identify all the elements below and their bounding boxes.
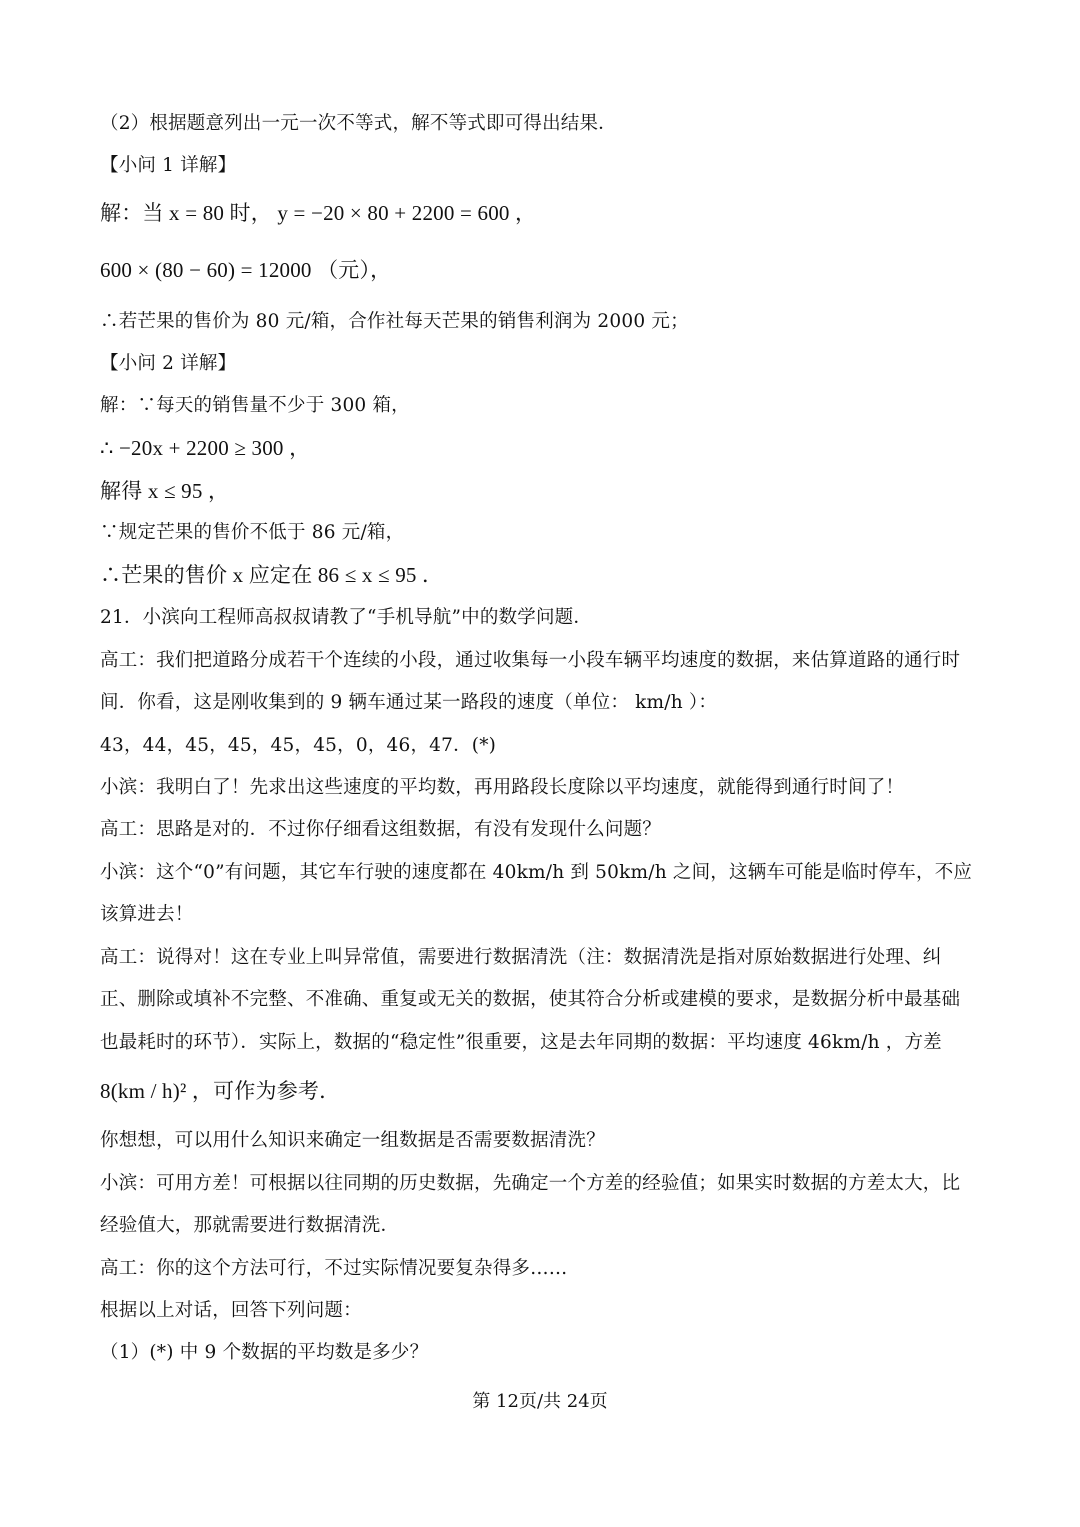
question-heading: 21．小滨向工程师高叔叔请教了“手机导航”中的数学问题． [100, 607, 593, 628]
math-line: 8(km / h)² ，可作为参考． [100, 1079, 341, 1103]
text-line: （2）根据题意列出一元一次不等式，解不等式即可得出结果． [100, 113, 617, 134]
text-line: 小滨：这个“0”有问题，其它车行驶的速度都在 40km/h 到 50km/h 之间，这辆车可能是临时停车，不应 [100, 862, 973, 883]
text-line: 高工：你的这个方法可行，不过实际情况要复杂得多…… [100, 1258, 568, 1279]
text-line: 该算进去！ [100, 904, 194, 925]
text-line: 解：∵每天的销售量不少于 300 箱， [100, 395, 410, 416]
data-line: 43，44，45，45，45，45，0，46，47．(*) [100, 735, 497, 756]
math-line: ∴芒果的售价 x 应定在 86 ≤ x ≤ 95 ． [100, 563, 444, 587]
text-line: 你想想，可以用什么知识来确定一组数据是否需要数据清洗？ [100, 1130, 605, 1151]
text-line: 高工：我们把道路分成若干个连续的小段，通过收集每一小段车辆平均速度的数据，来估算道路的通行时 [100, 650, 961, 671]
text-line: 间．你看，这是刚收集到的 9 辆车通过某一路段的速度（单位： km/h ）： [100, 692, 718, 713]
text-line: 小滨：可用方差！可根据以往同期的历史数据，先确定一个方差的经验值；如果实时数据的方差太大，比 [100, 1173, 961, 1194]
text-line: 也最耗时的环节）．实际上，数据的“稳定性”很重要，这是去年同期的数据：平均速度 46km/h ，方差 [100, 1032, 942, 1053]
text-line: ∵规定芒果的售价不低于 86 元/箱， [100, 522, 405, 543]
text-line: 正、删除或填补不完整、不准确、重复或无关的数据，使其符合分析或建模的要求，是数据分析中最基础 [100, 989, 961, 1010]
text-line: 【小问 2 详解】 [100, 353, 237, 374]
math-line: 解：当 x = 80 时， y = −20 × 80 + 2200 = 600 ， [100, 201, 537, 225]
math-line: 解得 x ≤ 95 ， [100, 479, 230, 503]
text-line: 【小问 1 详解】 [100, 155, 237, 176]
text-line: 高工：思路是对的．不过你仔细看这组数据，有没有发现什么问题？ [100, 819, 662, 840]
text-line: 根据以上对话，回答下列问题： [100, 1300, 362, 1321]
page-footer: 第 12页/共 24页 [472, 1391, 608, 1412]
sub-question: （1）(*) 中 9 个数据的平均数是多少？ [100, 1342, 429, 1363]
text-line: ∴若芒果的售价为 80 元/箱，合作社每天芒果的销售利润为 2000 元； [100, 311, 689, 332]
text-line: 经验值大，那就需要进行数据清洗． [100, 1215, 400, 1236]
math-line: ∴ −20x + 2200 ≥ 300 ， [100, 436, 311, 460]
text-line: 小滨：我明白了！先求出这些速度的平均数，再用路段长度除以平均速度，就能得到通行时间了！ [100, 777, 905, 798]
text-line: 高工：说得对！这在专业上叫异常值，需要进行数据清洗（注：数据清洗是指对原始数据进行处理、纠 [100, 947, 942, 968]
math-line: 600 × (80 − 60) = 12000 （元）， [100, 258, 392, 282]
